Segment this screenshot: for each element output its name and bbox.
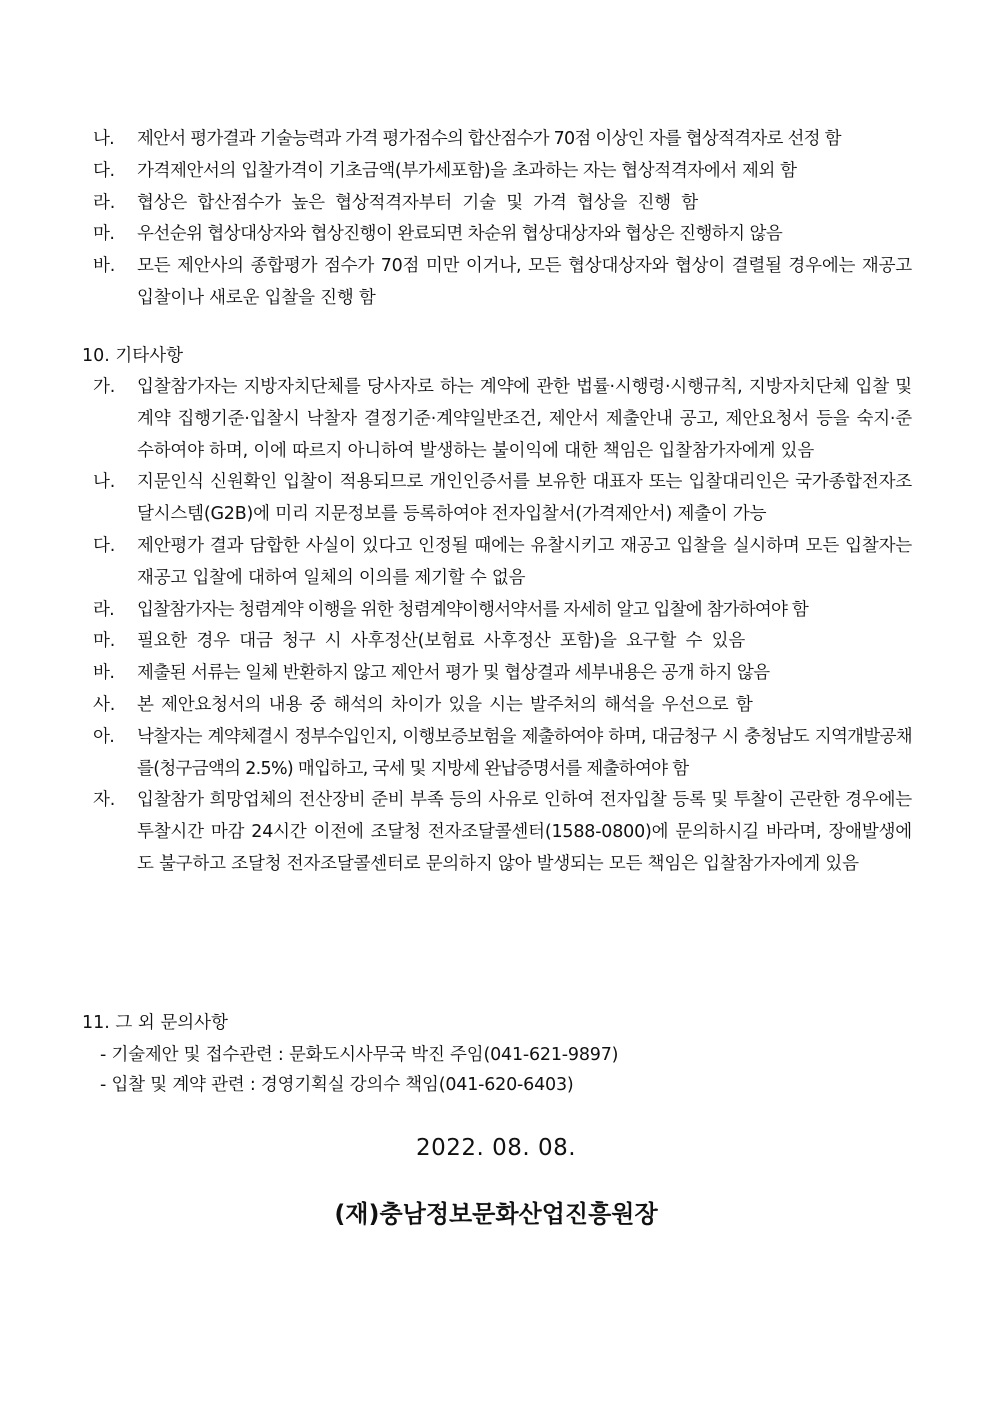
issuing-organization: (재)충남정보문화산업진흥원장: [334, 1200, 658, 1228]
list-item: [0, 251, 992, 315]
list-item: [0, 690, 992, 722]
item-marker: 마.: [93, 224, 115, 245]
list-item: [0, 785, 992, 880]
item-text: 입찰참가자는 청렴계약 이행을 위한 청렴계약이행서약서를 자세히 알고 입찰에 참가하여야 함: [137, 599, 808, 620]
item-marker: 사.: [93, 694, 116, 715]
item-marker: 가.: [93, 377, 116, 397]
document-date: 2022. 08. 08.: [415, 1135, 577, 1161]
item-text: 우선순위 협상대상자와 협상진행이 완료되면 차순위 협상대상자와 협상은 진행하지 않음: [137, 224, 783, 245]
list-item: [0, 124, 992, 156]
list-item: [0, 658, 992, 690]
item-text: 제안평가 결과 담합한 사실이 있다고 인정될 때에는 유찰시키고 재공고 입찰을 실시하며 모든 입찰자는 재공고 입찰에 대하여 일체의 이의를 제기할 수 없음: [137, 535, 912, 588]
item-marker: 라.: [93, 192, 116, 213]
item-marker: 다.: [93, 160, 115, 181]
item-marker: 자.: [93, 790, 116, 811]
list-item: [0, 372, 992, 467]
item-marker: 바.: [93, 256, 116, 277]
item-text: 가격제안서의 입찰가격이 기초금액(부가세포함)을 초과하는 자는 협상적격자에서 제외 함: [137, 160, 797, 181]
item-text: 본 제안요청서의 내용 중 해석의 차이가 있을 시는 발주처의 해석을 우선으로 함: [137, 694, 753, 715]
list-item: [0, 722, 992, 786]
contact-line: - 기술제안 및 접수관련 : 문화도시사무국 박진 주임(041-621-9897): [100, 1045, 619, 1065]
contact-line: - 입찰 및 계약 관련 : 경영기획실 강의수 책임(041-620-6403): [100, 1075, 574, 1095]
list-item: [0, 156, 992, 188]
section-9-list: [0, 124, 992, 315]
item-text: 필요한 경우 대금 청구 시 사후정산(보험료 사후정산 포함)을 요구할 수 있음: [137, 631, 746, 652]
item-text: 낙찰자는 계약체결시 정부수입인지, 이행보증보험을 제출하여야 하며, 대금청구 시 충청남도 지역개발공채를(청구금액의 2.5%) 매입하고, 국세 및 지방세 완납증명서를 제출하여야 함: [137, 726, 912, 779]
item-marker: 라.: [93, 599, 114, 620]
item-marker: 마.: [93, 631, 116, 652]
item-text: 제출된 서류는 일체 반환하지 않고 제안서 평가 및 협상결과 세부내용은 공개 하지 않음: [137, 663, 770, 684]
list-item: [0, 188, 992, 220]
item-text: 지문인식 신원확인 입찰이 적용되므로 개인인증서를 보유한 대표자 또는 입찰대리인은 국가종합전자조달시스템(G2B)에 미리 지문정보를 등록하여야 전자입찰서(가격제안서) 제출이 가능: [137, 472, 912, 525]
list-item: [0, 219, 992, 251]
item-marker: 나.: [93, 129, 114, 149]
item-text: 입찰참가자는 지방자치단체를 당사자로 하는 계약에 관한 법률·시행령·시행규칙, 지방자치단체 입찰 및 계약 집행기준·입찰시 낙찰자 결정기준·계약일반조건, 제안서 제출안내 공고, 제안요청서 등을 숙지·준수하여야 하며, 이에 따르지 아니하여 발생하는 불이익에 대한 책임은 입찰참가자에게 있음: [137, 377, 912, 461]
item-text: 모든 제안사의 종합평가 점수가 70점 미만 이거나, 모든 협상대상자와 협상이 결렬될 경우에는 재공고입찰이나 새로운 입찰을 진행 함: [137, 256, 912, 308]
item-marker: 다.: [93, 535, 116, 556]
item-marker: 아.: [93, 726, 115, 747]
item-marker: 바.: [93, 663, 115, 684]
list-item: [0, 595, 992, 627]
section-10-list: [0, 372, 992, 881]
list-item: [0, 626, 992, 658]
list-item: [0, 531, 992, 595]
item-text: 제안서 평가결과 기술능력과 가격 평가점수의 합산점수가 70점 이상인 자를 협상적격자로 선정 함: [137, 129, 841, 149]
section-10-heading: 10. 기타사항: [82, 346, 184, 366]
section-11-contacts: [0, 1040, 992, 1100]
list-item: [0, 467, 992, 531]
item-text: 협상은 합산점수가 높은 협상적격자부터 기술 및 가격 협상을 진행 함: [137, 192, 699, 213]
item-marker: 나.: [93, 472, 116, 493]
item-text: 입찰참가 희망업체의 전산장비 준비 부족 등의 사유로 인하여 전자입찰 등록 및 투찰이 곤란한 경우에는 투찰시간 마감 24시간 이전에 조달청 전자조달콜센터(1588-0800)에 문의하시길 바라며, 장애발생에도 불구하고 조달청 전자조달콜센터로 문의하지 않아 발생되는 모든 책임은 입찰참가자에게 있음: [137, 790, 912, 874]
section-11-heading: 11. 그 외 문의사항: [82, 1013, 228, 1033]
